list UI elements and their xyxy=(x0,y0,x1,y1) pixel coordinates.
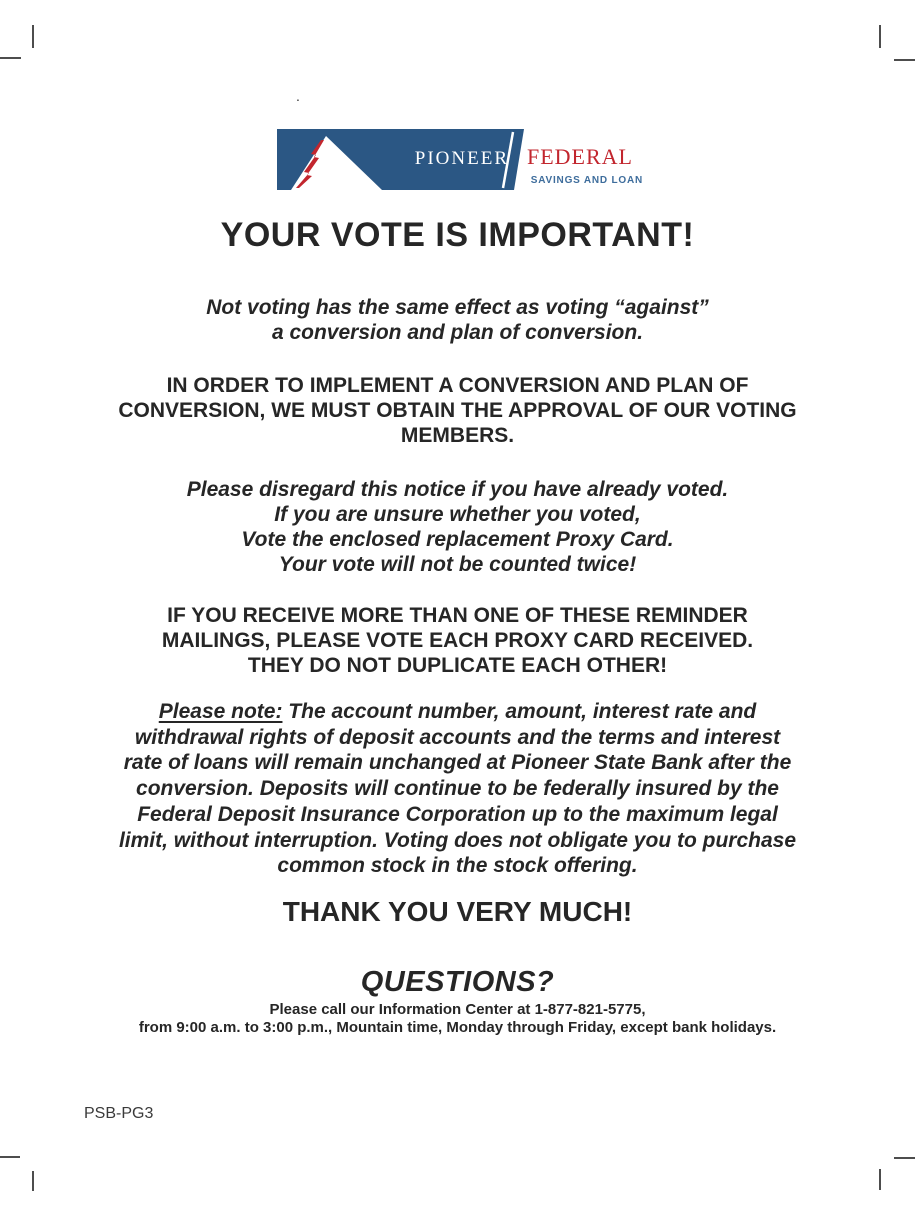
paragraph-line: If you are unsure whether you voted, xyxy=(274,503,641,526)
crop-mark-top-left-horizontal xyxy=(0,57,21,59)
paragraph-line-rest: The account number, amount, interest rate and xyxy=(282,700,757,723)
info-line: Please call our Information Center at 1-877-821-5775, xyxy=(269,1001,646,1018)
logo-brand-federal: federal xyxy=(527,135,633,171)
information-center-details xyxy=(0,1001,915,1036)
pioneer-federal-logo xyxy=(277,129,645,193)
paragraph-line: Please disregard this notice if you have already voted. xyxy=(186,478,729,501)
please-note-lead: Please note: xyxy=(158,700,283,723)
questions-heading: QUESTIONS? xyxy=(360,966,555,998)
paragraph-please-note xyxy=(0,699,915,879)
crop-mark-bottom-left-vertical xyxy=(32,1171,34,1191)
paragraph-line: THEY DO NOT DUPLICATE EACH OTHER! xyxy=(247,654,668,677)
paragraph-not-voting-effect xyxy=(0,296,915,345)
paragraph-line: Federal Deposit Insurance Corporation up to the maximum legal xyxy=(137,802,778,826)
crop-mark-top-right-vertical xyxy=(879,25,881,48)
stray-dot: . xyxy=(296,88,300,104)
page-title: YOUR VOTE IS IMPORTANT! xyxy=(220,216,695,254)
info-line: from 9:00 a.m. to 3:00 p.m., Mountain time, Monday through Friday, except bank holidays. xyxy=(138,1018,777,1036)
paragraph-line: Your vote will not be counted twice! xyxy=(278,553,637,576)
paragraph-line: a conversion and plan of conversion. xyxy=(271,320,644,344)
paragraph-line: Vote the enclosed replacement Proxy Card. xyxy=(241,528,674,551)
logo-tagline: SAVINGS AND LOAN xyxy=(530,175,643,186)
crop-mark-bottom-right-horizontal xyxy=(894,1157,915,1159)
paragraph-line: common stock in the stock offering. xyxy=(277,854,638,878)
form-code: PSB-PG3 xyxy=(84,1105,154,1122)
paragraph-line xyxy=(0,699,915,725)
crop-mark-bottom-right-vertical xyxy=(879,1169,881,1190)
crop-mark-bottom-left-horizontal xyxy=(0,1156,20,1158)
paragraph-line: MEMBERS. xyxy=(400,424,515,447)
crop-mark-top-right-horizontal xyxy=(894,59,915,61)
paragraph-line: conversion. Deposits will continue to be federally insured by the xyxy=(136,777,779,801)
paragraph-line: rate of loans will remain unchanged at Pioneer State Bank after the xyxy=(123,751,792,775)
paragraph-line: IF YOU RECEIVE MORE THAN ONE OF THESE REMINDER xyxy=(167,604,748,627)
paragraph-line: withdrawal rights of deposit accounts and the terms and interest xyxy=(134,725,781,749)
logo-brand-pioneer: pioneer xyxy=(414,140,509,170)
paragraph-line: limit, without interruption. Voting does not obligate you to purchase xyxy=(118,828,797,852)
paragraph-line: MAILINGS, PLEASE VOTE EACH PROXY CARD RECEIVED. xyxy=(161,629,754,652)
crop-mark-top-left-vertical xyxy=(32,25,34,48)
paragraph-reminder-mailings xyxy=(0,603,915,678)
paragraph-line: IN ORDER TO IMPLEMENT A CONVERSION AND PLAN OF xyxy=(166,374,749,397)
paragraph-line: Not voting has the same effect as voting “against” xyxy=(206,296,709,319)
thank-you-heading: THANK YOU VERY MUCH! xyxy=(282,896,633,927)
paragraph-disregard-notice xyxy=(0,477,915,577)
paragraph-line: CONVERSION, WE MUST OBTAIN THE APPROVAL OF OUR VOTING xyxy=(118,399,797,422)
paragraph-implement-conversion xyxy=(0,373,915,448)
